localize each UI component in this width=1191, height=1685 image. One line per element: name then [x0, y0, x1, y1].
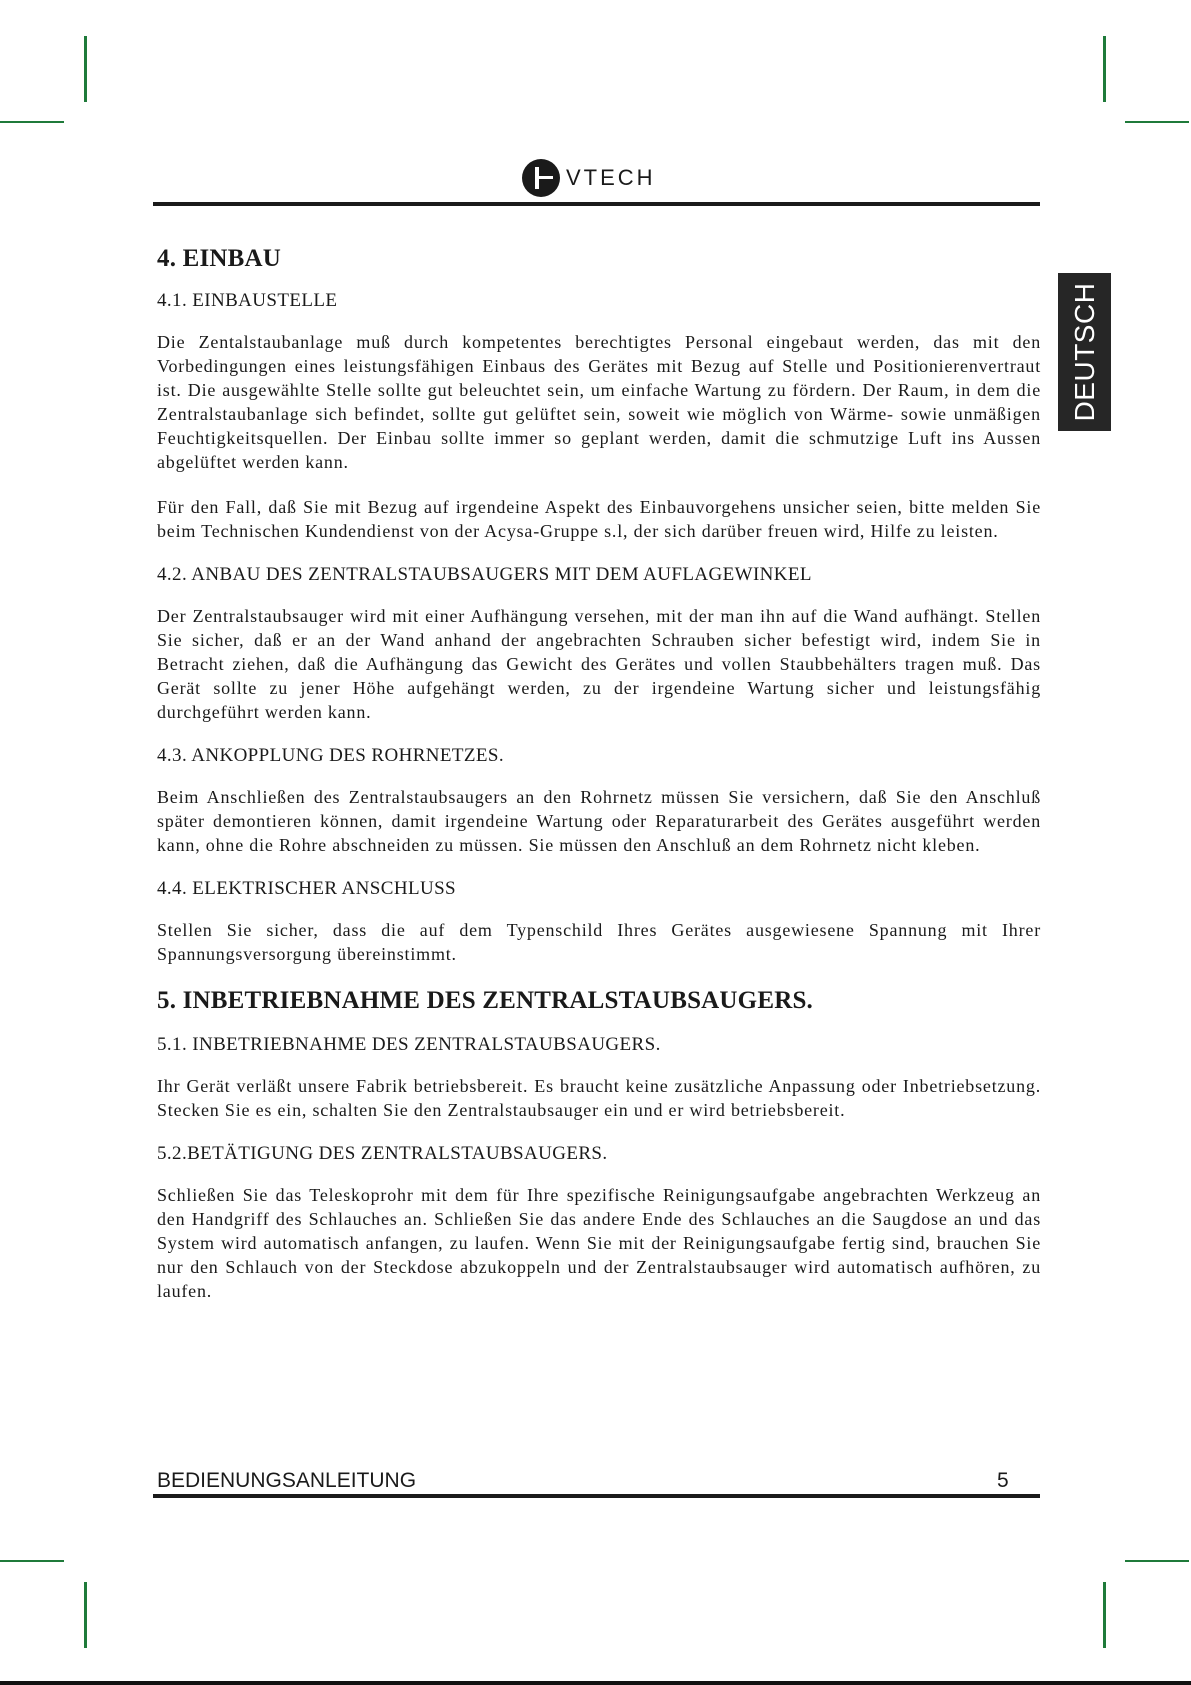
subsection-title-elektrischer-anschluss: 4.4. ELEKTRISCHER ANSCHLUSS	[157, 878, 457, 899]
paragraph-ankopplung: Beim Anschließen des Zentralstaubsaugers an den Rohrnetz müssen Sie versichern, daß Sie den Anschluß später demontieren können, damit irgendeine Wartung oder Reparaturarbeit des Gerätes ausgeführt werden kann, ohne die Rohre abschneiden zu müssen. Sie müssen den Anschluß an dem Rohrnetz nicht kleben.	[157, 787, 1041, 855]
logo-wordmark: VTECH	[566, 165, 656, 190]
paragraph-elektrischer-anschluss: Stellen Sie sicher, dass die auf dem Typenschild Ihres Gerätes ausgewiesene Spannung mit Ihrer Spannungsversorgung übereinstimmt.	[157, 920, 1041, 964]
crop-mark-top-right-vertical	[1103, 36, 1106, 102]
subsection-title-ankopplung: 4.3. ANKOPPLUNG DES ROHRNETZES.	[157, 745, 505, 766]
language-tab	[1058, 273, 1111, 431]
paragraph-inbetriebnahme: Ihr Gerät verläßt unsere Fabrik betriebsbereit. Es braucht keine zusätzliche Anpassung oder Inbetriebsetzung. Stecken Sie es ein, schalten Sie den Zentralstaubsauger ein und er wird betriebsbereit.	[157, 1076, 1041, 1120]
crop-mark-top-left-vertical	[84, 36, 87, 102]
footer-label: BEDIENUNGSANLEITUNG	[157, 1469, 417, 1492]
section-heading-einbau: 4. EINBAU	[157, 245, 282, 272]
crop-mark-bottom-left-vertical	[84, 1582, 87, 1648]
paragraph-betaetigung: Schließen Sie das Teleskoprohr mit dem für Ihre spezifische Reinigungsaufgabe angebrachten Werkzeug an den Handgriff des Schlauches an. Schließen Sie das andere Ende des Schlauches an die Saugdose an und das System wird automatisch anfangen, zu laufen. Wenn Sie mit der Reinigungsaufgabe fertig sind, brauchen Sie nur den Schlauch von der Steckdose abzukoppeln und der Zentralstaubsauger wird automatisch aufhören, zu laufen.	[157, 1185, 1041, 1301]
crop-mark-bottom-right-horizontal	[1125, 1560, 1189, 1562]
subsection-title-inbetriebnahme: 5.1. INBETRIEBNAHME DES ZENTRALSTAUBSAUGERS.	[157, 1034, 661, 1055]
page-number: 5	[997, 1469, 1009, 1492]
subsection-title-betaetigung: 5.2.BETÄTIGUNG DES ZENTRALSTAUBSAUGERS.	[157, 1143, 608, 1164]
crop-mark-bottom-right-vertical	[1103, 1582, 1106, 1648]
footer-rule	[153, 1494, 1040, 1498]
subsection-title-einbaustelle: 4.1. EINBAUSTELLE	[157, 290, 338, 311]
header-rule	[153, 202, 1040, 206]
crop-mark-top-left-horizontal	[0, 121, 64, 123]
paragraph-einbaustelle-1: Die Zentalstaubanlage muß durch kompetentes berechtigtes Personal eingebaut werden, das mit den Vorbedingungen eines leistungsfähigen Einbaus des Gerätes mit Bezug auf Stelle und Positionierenvertraut ist. Die ausgewählte Stelle sollte gut beleuchtet sein, um einfache Wartung zu fördern. Der Raum, in dem die Zentralstaubanlage sich befindet, sollte gut gelüftet sein, soweit wie möglich von Wärme- sowie unmäßigen Feuchtigkeitsquellen. Der Einbau sollte immer so geplant werden, damit die schmutzige Luft ins Aussen abgelüftet werden kann.	[157, 332, 1041, 472]
crop-mark-top-right-horizontal	[1125, 121, 1189, 123]
page-content	[157, 245, 1041, 1324]
language-tab-label: DEUTSCH	[1068, 282, 1100, 422]
crop-mark-bottom-left-horizontal	[0, 1560, 64, 1562]
paragraph-anbau: Der Zentralstaubsauger wird mit einer Aufhängung versehen, mit der man ihn auf die Wand aufhängt. Stellen Sie sicher, daß er an der Wand anhand der angebrachten Schrauben sicher befestigt wird, indem Sie in Betracht ziehen, daß die Aufhängung das Gewicht des Gerätes und vollen Staubbehälters tragen muß. Das Gerät sollte zu jener Höhe aufgehängt werden, zu der irgendeine Wartung sicher und leistungsfähig durchgeführt werden kann.	[157, 606, 1041, 722]
section-heading-inbetriebnahme: 5. INBETRIEBNAHME DES ZENTRALSTAUBSAUGERS.	[157, 987, 814, 1014]
logo-mark-icon	[522, 156, 562, 200]
brand-logo	[522, 156, 678, 200]
paragraph-einbaustelle-2: Für den Fall, daß Sie mit Bezug auf irgendeine Aspekt des Einbauvorgehens unsicher seien, bitte melden Sie beim Technischen Kundendienst von der Acysa-Gruppe s.l, der sich darüber freuen wird, Hilfe zu leisten.	[157, 497, 1041, 541]
bottom-edge-strip	[0, 1681, 1191, 1685]
subsection-title-anbau: 4.2. ANBAU DES ZENTRALSTAUBSAUGERS MIT DEM AUFLAGEWINKEL	[157, 564, 812, 585]
